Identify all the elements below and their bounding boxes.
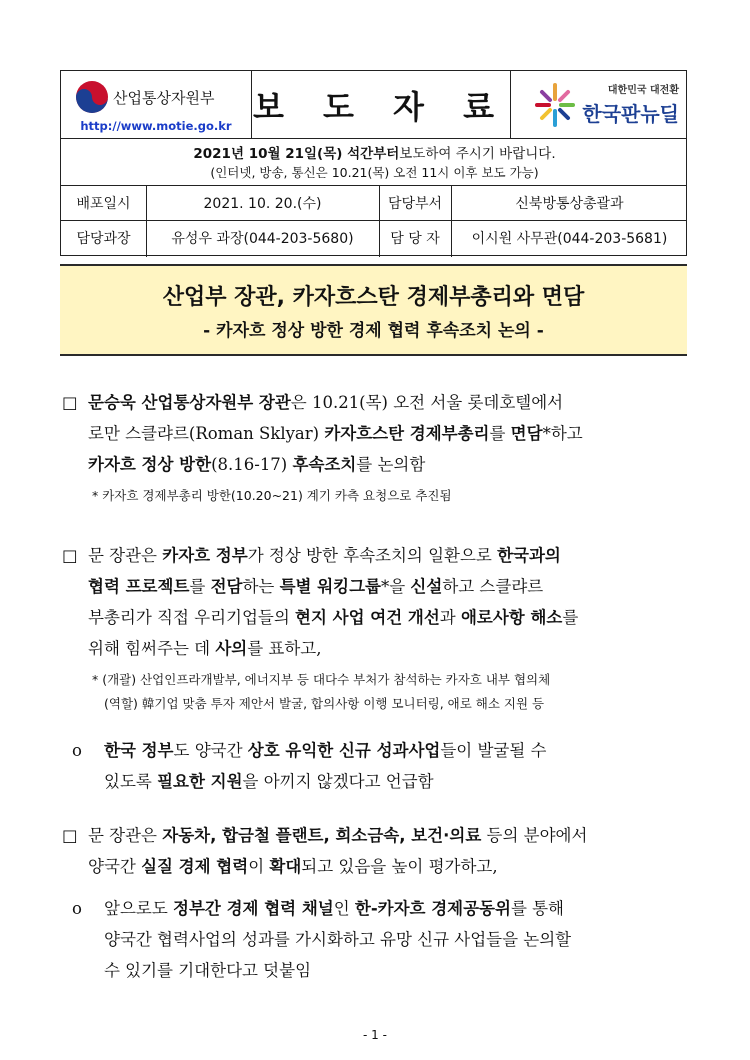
paragraph-2-footnote-1: * (개괄) 산업인프라개발부, 에너지부 등 대다수 부처가 참석하는 카자흐 내부 협의체 <box>92 672 551 687</box>
paragraph-4-line-2: 양국간 실질 경제 협력이 확대되고 있음을 높이 평가하고, <box>88 857 498 876</box>
ministry-url-link[interactable]: http://www.motie.go.kr <box>80 119 232 133</box>
paragraph-4-line-1: 문 장관은 자동차, 합금철 플랜트, 희소금속, 보건·의료 등의 분야에서 <box>88 826 588 845</box>
dist-date-value: 2021. 10. 20.(수) <box>203 195 322 212</box>
paragraph-3-line-2: 있도록 필요한 지원을 아끼지 않겠다고 언급함 <box>104 772 434 791</box>
embargo-notice: 2021년 10월 21일(목) 석간부터 보도하여 주시기 바랍니다. <box>61 143 688 161</box>
new-deal-logo-text: 한국판뉴딜 <box>582 101 679 126</box>
paragraph-3-line-1: 한국 정부도 양국간 상호 유익한 신규 성과사업들이 발굴될 수 <box>104 741 547 760</box>
new-deal-logo-icon <box>533 81 577 129</box>
paragraph-1-footnote: * 카자흐 경제부총리 방한(10.20~21) 계기 카측 요청으로 추진됨 <box>92 488 452 503</box>
headline-subtitle: - 카자흐 정상 방한 경제 협력 후속조치 논의 - <box>203 321 544 341</box>
bullet-square: □ <box>62 826 78 845</box>
paragraph-1-line-3: 카자흐 정상 방한(8.16-17) 후속조치를 논의함 <box>88 455 426 474</box>
paragraph-2-line-1: 문 장관은 카자흐 정부가 정상 방한 후속조치의 일환으로 한국과의 <box>88 546 561 565</box>
staff-value: 이시원 사무관(044-203-5681) <box>471 231 668 247</box>
new-deal-slogan: 대한민국 대전환 <box>607 84 679 96</box>
embargo-detail: (인터넷, 방송, 통신은 10.21(목) 오전 11시 이후 보도 가능) <box>210 165 539 180</box>
bullet-square: □ <box>62 393 78 412</box>
paragraph-2-footnote-2: (역할) 韓기업 맞춤 투자 제안서 발굴, 합의사항 이행 모니터링, 애로 해소 지원 등 <box>104 696 545 711</box>
ministry-name: 산업통상자원부 <box>113 88 215 107</box>
paragraph-2-line-2: 협력 프로젝트를 전담하는 특별 워킹그룹*을 신설하고 스클랴르 <box>88 577 544 596</box>
paragraph-5-line-2: 양국간 협력사업의 성과를 가시화하고 유망 신규 사업들을 논의할 <box>104 930 572 949</box>
dept-value: 신북방통상총괄과 <box>515 195 624 212</box>
manager-label: 담당과장 <box>76 231 131 247</box>
paragraph-5-line-3: 수 있기를 기대한다고 덧붙임 <box>104 961 312 980</box>
header-table <box>60 70 687 256</box>
paragraph-5-line-1: 앞으로도 정부간 경제 협력 채널인 한-카자흐 경제공동위를 통해 <box>104 899 564 918</box>
page-number: - 1 - <box>363 1028 387 1042</box>
bullet-square: □ <box>62 546 78 565</box>
headline-box <box>60 264 687 356</box>
ministry-emblem-icon <box>75 80 109 114</box>
staff-label: 담 당 자 <box>390 231 440 247</box>
paragraph-1-line-2: 로만 스클랴르(Roman Sklyar) 카자흐스탄 경제부총리를 면담*하고 <box>88 424 583 443</box>
bullet-circle: ο <box>72 899 82 918</box>
headline-title: 산업부 장관, 카자흐스탄 경제부총리와 면담 <box>162 285 585 310</box>
bullet-circle: ο <box>72 741 82 760</box>
paragraph-1-line-1: 문승욱 산업통상자원부 장관은 10.21(목) 오전 서울 롯데호텔에서 <box>88 393 564 412</box>
paragraph-2-line-4: 위해 힘써주는 데 사의를 표하고, <box>88 639 322 658</box>
manager-value: 유성우 과장(044-203-5680) <box>171 231 354 247</box>
dept-label: 담당부서 <box>387 195 443 212</box>
dist-date-label: 배포일시 <box>76 195 131 212</box>
embargo-time: 2021년 10월 21일(목) 석간부터 <box>193 146 400 162</box>
press-release-title: 보 도 자 료 <box>252 87 509 126</box>
paragraph-2-line-3: 부총리가 직접 우리기업들의 현지 사업 여건 개선과 애로사항 해소를 <box>88 608 579 627</box>
